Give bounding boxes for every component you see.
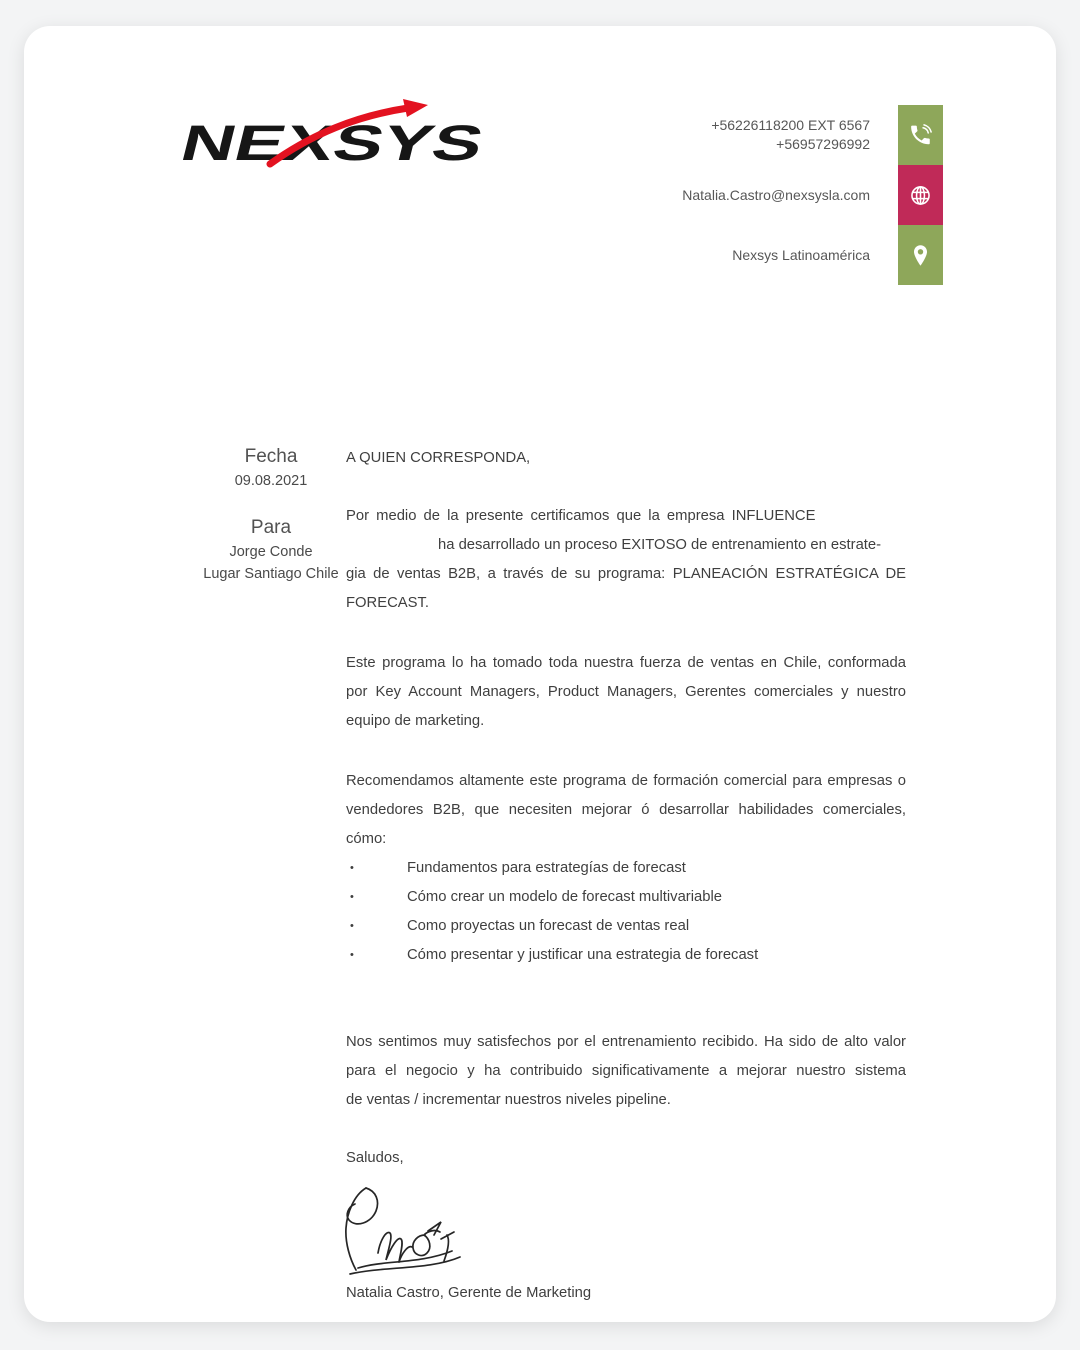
bullet-item-3 [346, 912, 906, 941]
signer-name: Natalia Castro, Gerente de Marketing [346, 1285, 592, 1301]
paragraph-3-line-2: vendedores B2B, que necesiten mejorar ó desarrollar habilidades comerciales, [346, 802, 906, 818]
location-icon [908, 243, 933, 268]
paragraph-2-line-1: Este programa lo ha tomado toda nuestra fuerza de ventas en Chile, conformada [346, 655, 906, 671]
paragraph-4-line-3: de ventas / incrementar nuestros niveles pipeline. [346, 1092, 671, 1108]
bullet-marker: • [350, 891, 354, 903]
bullet-list [346, 854, 906, 970]
phone-icon [908, 123, 933, 148]
bullet-marker: • [350, 862, 354, 874]
signature-image [332, 1183, 484, 1277]
bullet-item-2 [346, 883, 906, 912]
contact-block [682, 105, 943, 285]
globe-icon [908, 183, 933, 208]
phone-numbers [711, 116, 870, 154]
contact-row-phone [682, 105, 943, 165]
phone-line-1: +56226118200 EXT 6567 [711, 117, 870, 133]
contact-row-location [682, 225, 943, 285]
logo-wordmark: NEXSYS [175, 114, 393, 171]
paragraph-1-line-1: Por medio de la presente certificamos que la empresa INFLUENCE [346, 508, 816, 524]
bullet-item-1-text: Fundamentos para estrategías de forecast [407, 860, 686, 876]
paragraph-2 [346, 649, 906, 736]
paragraph-4-line-2: para el negocio y ha contribuido significativamente a mejorar nuestro sistema [346, 1063, 906, 1079]
closing: Saludos, [346, 1150, 404, 1166]
paragraph-4 [346, 1028, 906, 1115]
email-address: Natalia.Castro@nexsysla.com [682, 186, 870, 203]
bullet-marker: • [350, 920, 354, 932]
paragraph-3-line-3: cómo: [346, 831, 387, 847]
paragraph-1-line-3: gia de ventas B2B, a través de su programa: PLANEACIÓN ESTRATÉGICA DE [346, 566, 906, 582]
date-label: Fecha [244, 446, 298, 467]
letter-card [24, 26, 1056, 1322]
bullet-item-1 [346, 854, 906, 883]
bullet-item-4-text: Cómo presentar y justificar una estrategia de forecast [407, 947, 759, 963]
paragraph-1-line-2: ha desarrollado un proceso EXITOSO de entrenamiento en estrate- [438, 537, 882, 553]
bullet-item-4 [346, 941, 906, 970]
location-icon-tile [898, 225, 943, 285]
paragraph-2-line-2: por Key Account Managers, Product Managers, Gerentes comerciales y nuestro [346, 684, 906, 700]
date-value: 09.08.2021 [234, 473, 308, 489]
recipient-location: Lugar Santiago Chile [203, 566, 339, 582]
recipient-name: Jorge Conde [229, 544, 313, 560]
bullet-item-3-text: Como proyectas un forecast de ventas real [407, 918, 690, 934]
company-name: Nexsys Latinoamérica [732, 246, 870, 263]
paragraph-2-line-3: equipo de marketing. [346, 713, 485, 729]
paragraph-3 [346, 767, 906, 854]
globe-icon-tile [898, 165, 943, 225]
paragraph-4-line-1: Nos sentimos muy satisfechos por el entrenamiento recibido. Ha sido de alto valor [346, 1034, 906, 1050]
contact-row-email [682, 165, 943, 225]
paragraph-1-line-4: FORECAST. [346, 595, 430, 611]
bullet-item-2-text: Cómo crear un modelo de forecast multivariable [407, 889, 722, 905]
paragraph-1 [346, 502, 906, 618]
recipient-label: Para [250, 517, 292, 538]
nexsys-logo [170, 96, 500, 176]
paragraph-3-line-1: Recomendamos altamente este programa de formación comercial para empresas o [346, 773, 906, 789]
phone-icon-tile [898, 105, 943, 165]
letter-body [346, 444, 906, 1308]
salutation: A QUIEN CORRESPONDA, [346, 450, 531, 466]
phone-line-2: +56957296992 [776, 136, 870, 152]
bullet-marker: • [350, 949, 354, 961]
